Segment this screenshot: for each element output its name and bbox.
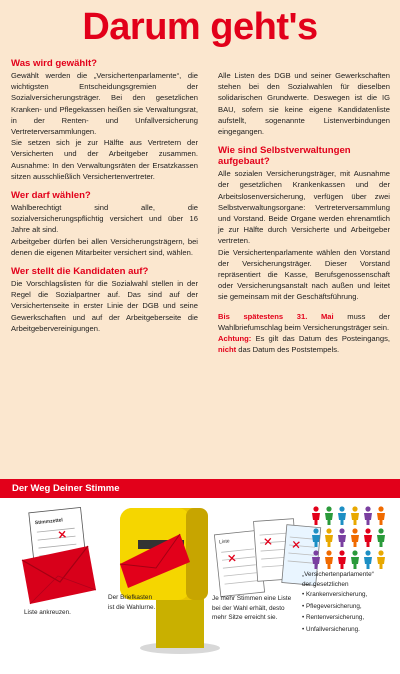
- paragraph: Die Versichertenparlamente wählen den Vorstand der Versicherungsträger. Dieser Vorstand repräsentiert die Kasse, Berufsgenossenschaft oder Versicherungsanstalt nach außen und leitet sie gemeinsam mit der Geschäftsführung.: [218, 247, 390, 302]
- person-icon: [377, 550, 385, 569]
- section-heading: Was wird gewählt?: [11, 58, 97, 69]
- person-icon: [351, 550, 359, 569]
- section-kandidaten: [11, 266, 198, 334]
- caption-step2: Der Briefkasten ist die Wahlurne.: [108, 594, 156, 611]
- person-icon: [377, 506, 385, 525]
- deadline-date: Bis spätestens 31. Mai: [218, 311, 334, 321]
- right-column: [218, 58, 390, 363]
- section-selbstverwaltung: [218, 145, 390, 302]
- section-wer-darf-waehlen: [11, 190, 198, 258]
- notice-text: Achtung: Es gilt das Datum des Posteingangs, nicht das Datum des Poststempels.: [218, 334, 390, 355]
- caption-step4: „Versichertenparlamente“ der gesetzlichen • Krankenversicherung, • Pflegeversicherung, • Rentenversicherung, • Unfallversicherung.: [302, 570, 374, 635]
- mailbox-icon: [120, 508, 220, 654]
- caption-step1: Liste ankreuzen.: [24, 609, 71, 616]
- ballot-envelope-icon: [22, 507, 96, 604]
- person-icon: [338, 528, 346, 547]
- person-icon: [364, 528, 372, 547]
- notice-emphasis: nicht: [218, 345, 237, 355]
- person-icon: [377, 528, 385, 547]
- person-icon: [351, 506, 359, 525]
- section-was-wird-gewaehlt: [11, 58, 198, 182]
- ballot-label: Stimmzettel: [34, 517, 64, 527]
- person-icon: [364, 506, 372, 525]
- deadline-text: Bis spätestens 31. Mai muss der Wahlbriefumschlag beim Versicherungsträger sein.: [218, 311, 390, 332]
- paragraph: Sie setzen sich je zur Hälfte aus Vertretern der Versicherten und der Arbeitgeber zusammen. Ausnahme: In den Verwaltungsräten der Ersatzkassen sitzen ausschließlich Versichertenvertreter.: [11, 138, 198, 181]
- person-icon: [312, 506, 320, 525]
- left-column: [11, 58, 198, 342]
- infographic: [0, 479, 400, 674]
- paragraph: Alle Listen des DGB und seiner Gewerkschaften stehen bei den Sozialwahlen für dieselben solidarischen Grundwerte. Deswegen ist die IG BAU, sofern sie keine eigene Kandidatenliste aufstellt, sogenannte Listenverbindungen eingegangen.: [218, 71, 390, 137]
- person-icon: [364, 550, 372, 569]
- paragraph: Die Vorschlagslisten für die Sozialwahl stellen in der Regel die Sozialpartner auf. Das sind auf der Versichertenseite in erster Linie der DGB und seine Gewerkschaften und auf der Arbeitgeberseite die Arbeitgebervereinigungen.: [11, 279, 198, 333]
- paragraph: Alle sozialen Versicherungsträger, mit Ausnahme der gesetzlichen Krankenkassen und der Arbeitslosenversicherung, verfügen über zwei Selbstverwaltungsorgane: Vertreterversammlung und Vorstand. Beide Organe werden ehrenamtlich je zur Hälfte durch Versicherte und Arbeitgeber vertreten.: [218, 169, 390, 246]
- list-item: • Unfallversicherung.: [302, 624, 374, 636]
- page-title: Darum geht's: [82, 6, 318, 48]
- person-icon: [325, 528, 333, 547]
- insurance-list: [302, 589, 374, 635]
- paragraph: Gewählt werden die „Versichertenparlamente“, die wichtigsten Entscheidungsgremien der Sozialversicherungsträger. Bei den gesetzlichen Kranken- und Pflegekassen heißen sie Verwaltungsrat, in der Renten- und Unfallversicherung Vertreterversammlungen.: [11, 71, 198, 137]
- person-icon: [325, 506, 333, 525]
- notice-label: Achtung:: [218, 334, 252, 344]
- paragraph: Arbeitgeber dürfen bei allen Versicherungsträgern, bei denen die eigenen Mitarbeiter versichert sind, wählen.: [11, 236, 198, 257]
- paragraph: Wahlberechtigt sind alle, die sozialversicherungspflichtig versichert und über 16 Jahre alt sind.: [11, 203, 198, 235]
- people-icons: [312, 506, 385, 569]
- infographic-header: Der Weg Deiner Stimme: [0, 479, 400, 498]
- section-listen: [218, 70, 390, 137]
- person-icon: [351, 528, 359, 547]
- list-item: • Pflegeversicherung,: [302, 601, 374, 613]
- list-label: Liste: [218, 538, 231, 546]
- section-heading: Wie sind Selbstverwaltungen aufgebaut?: [218, 145, 351, 168]
- list-item: • Rentenversicherung,: [302, 612, 374, 624]
- section-heading: Wer darf wählen?: [11, 190, 91, 202]
- person-icon: [338, 506, 346, 525]
- person-icon: [338, 550, 346, 569]
- section-deadline: [218, 311, 390, 356]
- list-item: • Krankenversicherung,: [302, 589, 374, 601]
- caption-step3: Je mehr Stimmen eine Liste bei der Wahl erhält, desto mehr Sitze erreicht sie.: [212, 595, 292, 621]
- section-heading: Wer stellt die Kandidaten auf?: [11, 266, 149, 278]
- person-icon: [325, 550, 333, 569]
